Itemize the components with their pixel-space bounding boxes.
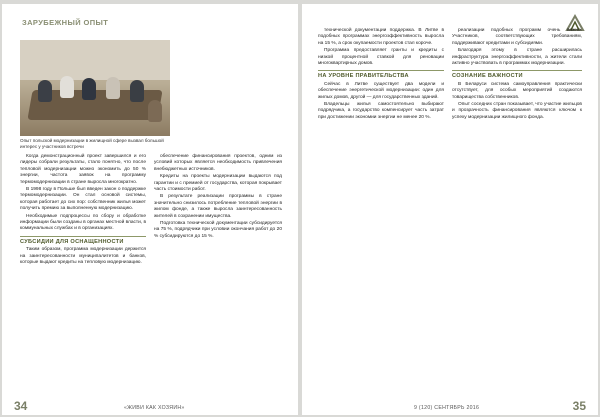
section-heading: СУБСИДИИ ДЛЯ ОСНАЩЕННОСТИ	[20, 236, 146, 245]
section-heading: НА УРОВНЕ ПРАВИТЕЛЬСТВА	[318, 70, 444, 79]
paragraph: Владельцы жилья самостоятельно выбирают подрядчика, а государство компенсирует часть затрат при достижении экономии энергии не менее 20 %.	[318, 102, 444, 120]
paragraph: Программа предоставляет гранты и кредиты с низкой процентной ставкой для реновации многоквартирных домов.	[318, 48, 444, 67]
paragraph: Подготовка технической документации субсидируется на 75 %, подрядчики при условии окончания работ до 20 % субсидируются до 15 %.	[154, 221, 282, 239]
paragraph: Таким образом, программа модернизации держится на заинтересованности муниципалитетов и банков, которые выдают кредиты на тепловую модернизацию.	[20, 247, 146, 266]
magazine-title: «ЖИВИ КАК ХОЗЯИН»	[124, 405, 185, 411]
footer-left	[2, 401, 298, 415]
left-column-1	[20, 154, 146, 268]
left-column-2	[154, 154, 282, 241]
section-label: ЗАРУБЕЖНЫЙ ОПЫТ	[22, 18, 109, 27]
paragraph: Сейчас в Литве существует два модели и обеспечение энергетической модернизации: один для жилых домов, другой — для государственных зданий.	[318, 81, 444, 100]
paragraph: В Беларуси система самоуправления практически отсутствует, для особых мероприятий создаются товарищества собственников.	[452, 81, 582, 100]
issue-info: 9 (120) СЕНТЯБРЬ 2016	[414, 405, 480, 411]
paragraph: обеспечение финансирования проектов, одним из условий которых является необходимость привлечения внебюджетных источников.	[154, 154, 282, 172]
right-page	[302, 4, 598, 415]
paragraph: Благодаря этому в стране расширилась инфраструктура энергоэффективности, а жители стали активно участвовать в программах модернизации.	[452, 48, 582, 67]
paragraph: реализации подобных программ очень важно. Участников, соответствующих требованиям, поддерживают кредитами и субсидиями.	[452, 28, 582, 46]
meeting-photo	[20, 40, 170, 136]
left-page	[2, 4, 298, 415]
paragraph: Необходимые подпроцессы по сбору и обработке информации были созданы в органах местной власти, в коммунальных службах и в организациях.	[20, 213, 146, 232]
paragraph: Опыт соседних стран показывает, что участие жильцов и прозрачность финансирования являются ключом к успеху модернизации жилищного фонда.	[452, 102, 582, 120]
paragraph: технической документации поддержка. В Литве в подобных программах энергоэффективность выросла на 15 %, а срок окупаемости проектов стал короче.	[318, 28, 444, 46]
right-column-2	[452, 28, 582, 122]
paragraph: В результате реализации программы в стране значительно снизилось потребление тепловой энергии в жилом фонде, а также выросла заинтересованность жителей в сохранении имущества.	[154, 194, 282, 219]
footer-right	[302, 401, 598, 415]
paragraph: В 1998 году в Польше был введен закон о поддержке термомодернизации. Он стал основой системы, которая работает до сих пор: собственник жилья может получить премию за выполненную модернизацию.	[20, 187, 146, 212]
section-heading: СОЗНАНИЕ ВАЖНОСТИ	[452, 70, 582, 79]
page-number: 34	[14, 399, 28, 413]
paragraph: Когда демонстрационный проект завершился и его лидеры собрали результаты, стало понятно, что после тепловой модернизации можно экономить до 50 % энергии, частота заявок на программу термомодернизации в стране выросла многократно.	[20, 154, 146, 185]
page-number: 35	[572, 399, 586, 413]
right-column-1	[318, 28, 444, 122]
photo-caption: Опыт польской модернизации в жилищной сфере вызвал большой интерес у участников встречи	[20, 138, 164, 149]
paragraph: Кредиты на проекты модернизации выдаются под гарантии и с премией от государства, которая покрывает часть стоимости работ.	[154, 174, 282, 193]
